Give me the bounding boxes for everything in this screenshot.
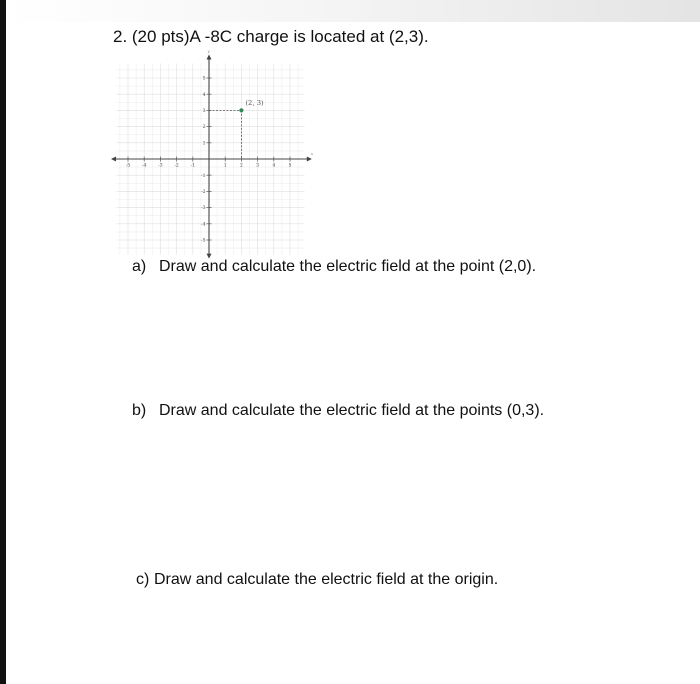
question-title: 2. (20 pts)A -8C charge is located at (2,3). [113,27,429,46]
x-axis-arrow-right [307,157,312,162]
x-tick-label: 5 [288,163,292,169]
x-tick-label: -3 [158,163,163,169]
charge-point [239,108,243,112]
x-tick-label: 3 [256,163,260,169]
x-axis-arrow-left [111,157,116,162]
point-label: (2, 3) [245,98,264,107]
part-b [132,402,544,420]
part-c-text: Draw and calculate the electric field at the origin. [154,571,499,588]
x-tick-label: 4 [272,163,276,169]
y-tick-label: 3 [202,109,206,114]
y-tick-label: -1 [201,173,206,179]
x-tick-label: -2 [174,163,179,169]
coordinate-graph [112,48,314,252]
part-b-text: Draw and calculate the electric field at the points (0,3). [159,402,545,419]
part-a [132,258,536,276]
y-tick-label: 2 [202,125,206,131]
axes [111,49,314,259]
y-axis-arrow-top [207,55,212,60]
x-tick-label: -5 [125,163,131,169]
y-tick-label: -3 [201,206,206,212]
y-tick-label: -4 [201,222,206,228]
x-tick-label: -4 [141,163,147,169]
y-tick-label: -2 [201,190,206,195]
part-a-marker: a) [132,258,147,275]
x-tick-label: 1 [223,163,227,169]
part-a-text: Draw and calculate the electric field at the point (2,0). [159,258,537,275]
y-tick-label: 5 [202,76,206,82]
x-axis-label: x [310,151,314,156]
x-tick-label: 2 [239,163,243,169]
y-tick-label: 4 [202,92,206,98]
y-tick-label: -5 [201,238,206,244]
part-c [136,571,498,589]
y-axis-label: y [207,48,210,54]
part-b-marker: b) [132,402,147,419]
y-tick-label: 1 [202,141,206,147]
left-border [0,0,6,684]
top-shadow [6,0,700,22]
x-tick-label: -1 [190,163,196,169]
part-c-marker: c) [136,571,150,588]
